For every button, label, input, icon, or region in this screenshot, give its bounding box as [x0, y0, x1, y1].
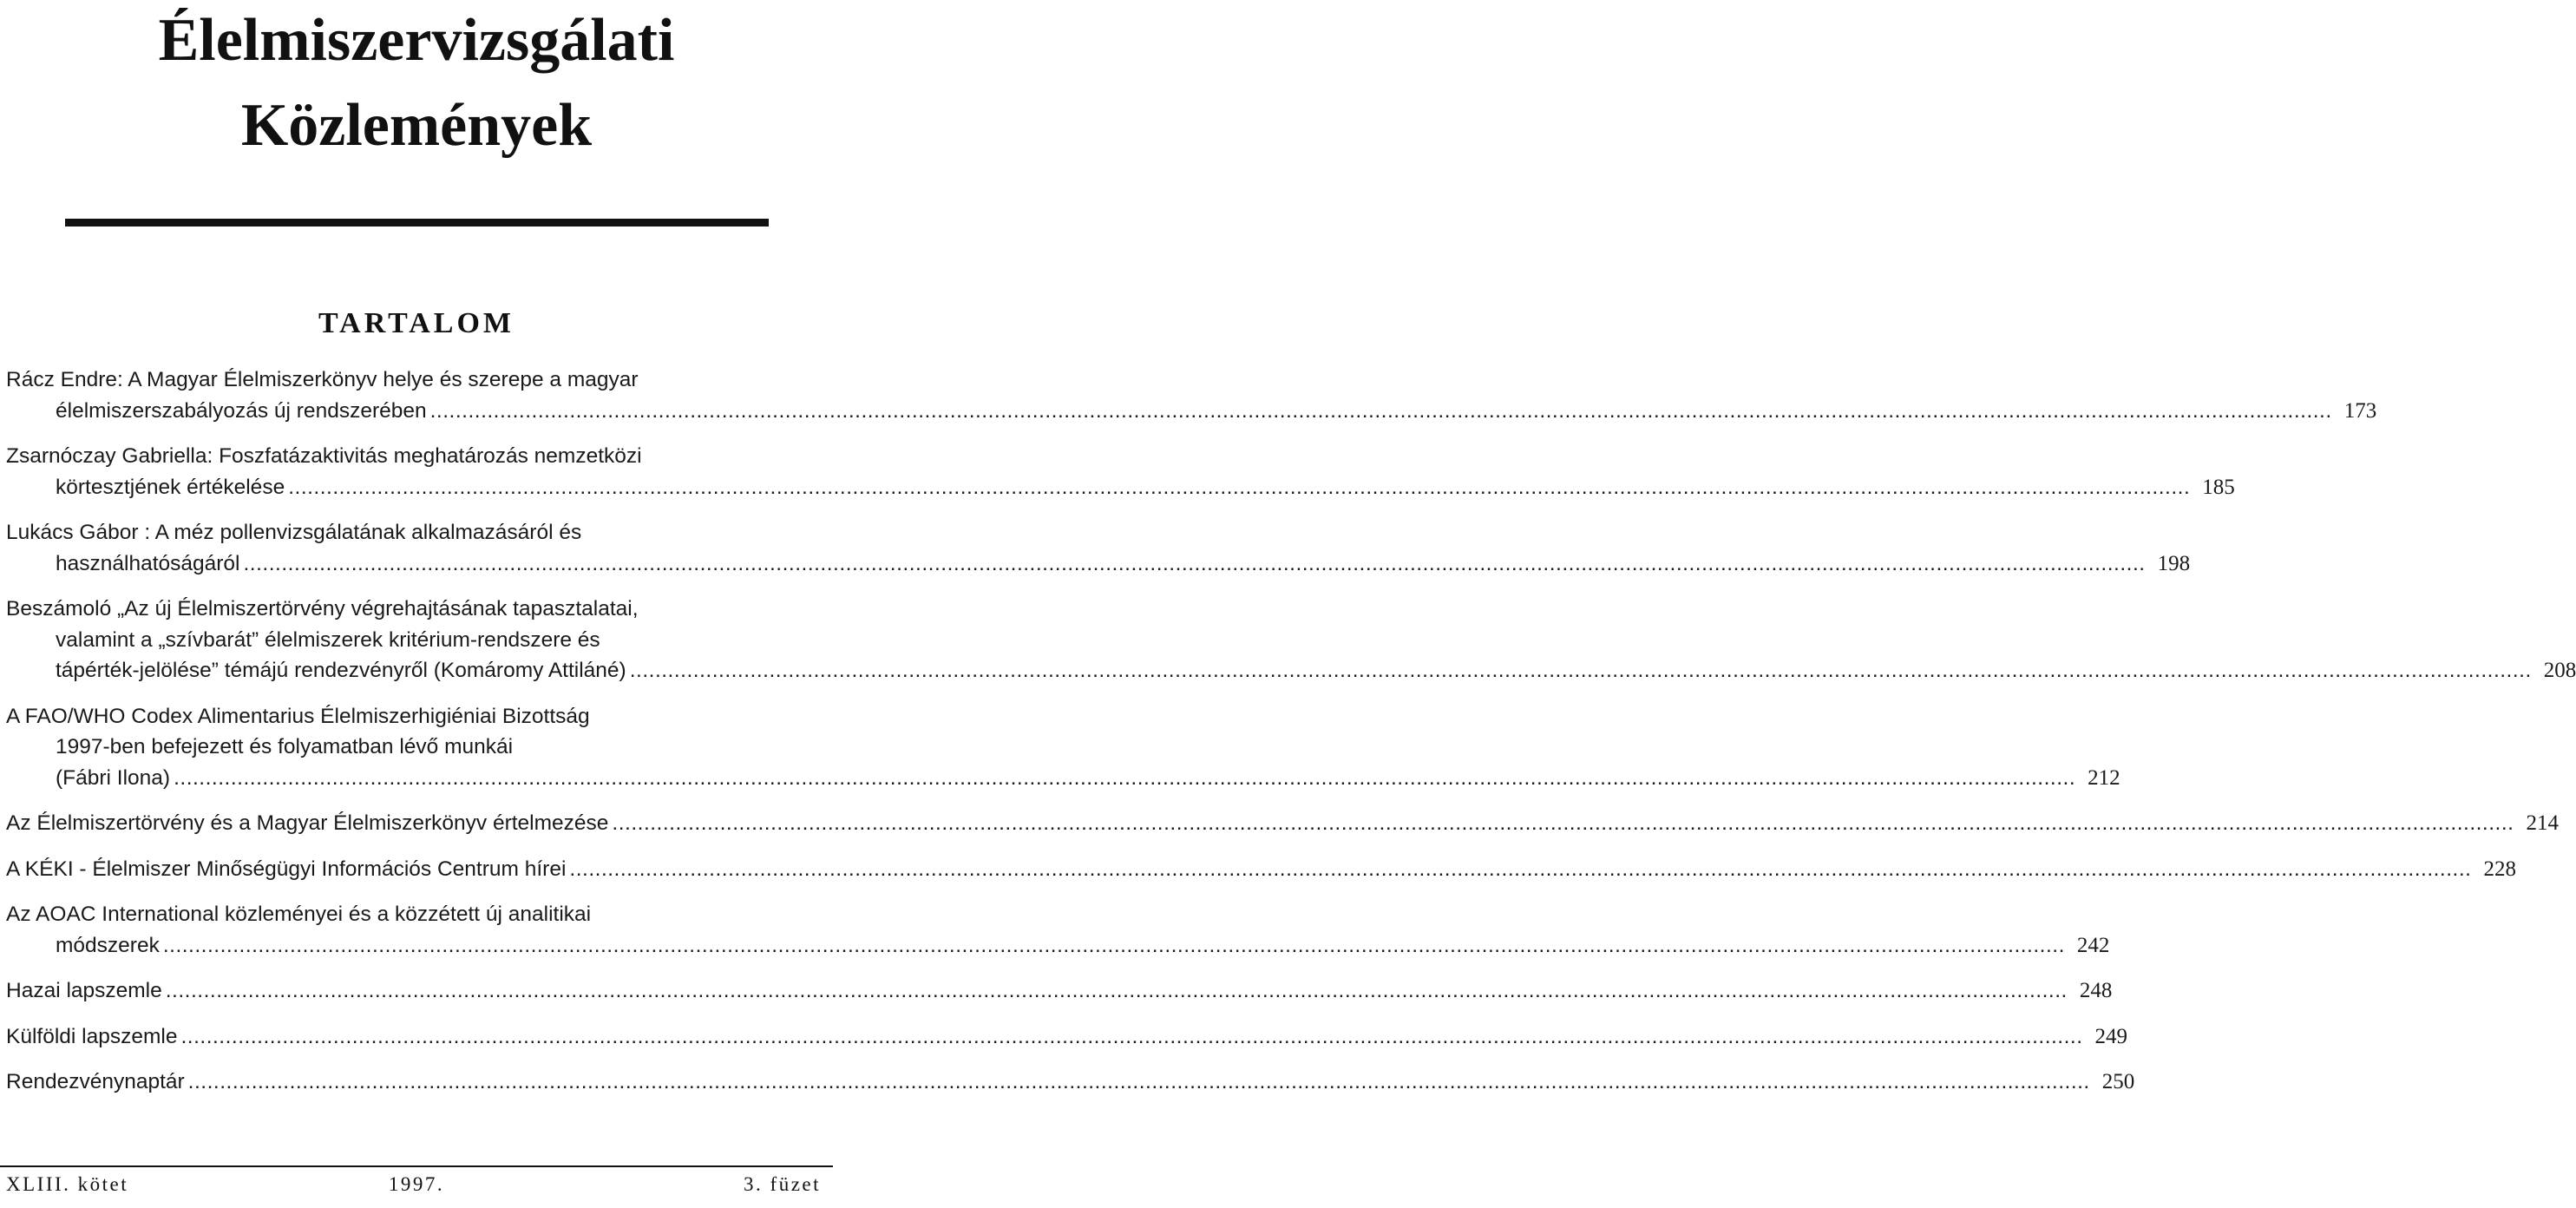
toc-entry — [6, 364, 2377, 426]
title-divider — [65, 219, 769, 226]
toc-page-number: 249 — [2094, 1024, 2128, 1048]
toc-entry-text: Zsarnóczay Gabriella: Foszfatázaktivitás meghatározás nemzetközi — [6, 444, 642, 468]
toc-page-number: 208 — [2543, 659, 2576, 682]
toc-entry-last-line — [6, 396, 2377, 427]
footer-issue: 3. füzet — [744, 1173, 821, 1195]
dot-leader: ............................................................................................................................................................................................................................................................................................................ — [629, 659, 2532, 682]
toc-page-number: 198 — [2157, 551, 2191, 575]
toc-page-number: 212 — [2088, 765, 2120, 790]
dot-leader: ............................................................................................................................................................................................................................................................................................................ — [288, 475, 2191, 499]
dot-leader: ............................................................................................................................................................................................................................................................................................................ — [187, 1070, 2090, 1093]
toc-entry-text: Rácz Endre: A Magyar Élelmiszerkönyv helye és szerepe a magyar — [6, 368, 639, 391]
footer-volume: XLIII. kötet — [6, 1173, 129, 1195]
toc-entry-text: A FAO/WHO Codex Alimentarius Élelmiszerhigiéniai Bizottság — [6, 704, 590, 728]
toc-entry-text: körtesztjének értékelése — [56, 475, 285, 499]
toc-entry — [6, 899, 2110, 961]
toc-entry-text: A KÉKI - Élelmiszer Minőségügyi Információs Centrum hírei — [6, 857, 567, 881]
toc-page-number: 185 — [2202, 475, 2235, 499]
toc-entry-text: Az AOAC International közleményei és a közzétett új analitikai — [6, 903, 592, 926]
toc-entry — [6, 701, 2120, 794]
footer — [0, 1173, 833, 1203]
footer-year: 1997. — [388, 1173, 445, 1195]
toc-entry-text: tápérték-jelölése” témájú rendezvényről (Komáromy Attiláné) — [56, 659, 626, 682]
toc-page-number: 214 — [2526, 811, 2559, 835]
dot-leader: ............................................................................................................................................................................................................................................................................................................ — [180, 1024, 2083, 1048]
toc-entry — [6, 441, 2235, 502]
journal-title-line1: Élelmiszervizsgálati — [158, 7, 675, 74]
dot-leader: ............................................................................................................................................................................................................................................................................................................ — [243, 551, 2146, 575]
toc-entry-text: használhatóságáról — [56, 551, 240, 575]
footer-divider — [0, 1165, 833, 1167]
toc-entry-text: Külföldi lapszemle — [6, 1024, 178, 1048]
toc-page-number: 242 — [2076, 933, 2110, 957]
dot-leader: ............................................................................................................................................................................................................................................................................................................ — [612, 811, 2514, 835]
toc-entry-text: Hazai lapszemle — [6, 979, 162, 1002]
toc-entry-text: Lukács Gábor : A méz pollenvizsgálatának alkalmazásáról és — [6, 521, 582, 544]
toc-entry-last-line — [6, 763, 2120, 794]
journal-title-line2: Közlemények — [240, 92, 593, 159]
toc-entry-text: Az Élelmiszertörvény és a Magyar Élelmiszerkönyv értelmezése — [6, 811, 609, 835]
dot-leader: ............................................................................................................................................................................................................................................................................................................ — [165, 979, 2068, 1002]
toc-entry-text: Beszámoló „Az új Élelmiszertörvény végrehajtásának tapasztalatai, — [6, 597, 639, 620]
toc-entry-text: valamint a „szívbarát” élelmiszerek kritérium-rendszere és — [56, 627, 600, 652]
toc-entry-last-line — [6, 472, 2235, 503]
dot-leader: ............................................................................................................................................................................................................................................................................................................ — [162, 933, 2065, 957]
contents-heading: TARTALOM — [318, 307, 515, 339]
toc-page-number: 250 — [2101, 1070, 2135, 1093]
toc-entry-last-line — [6, 808, 2559, 839]
toc-entry-last-line — [6, 930, 2110, 962]
toc-entry-text: 1997-ben befejezett és folyamatban lévő munkái — [56, 735, 514, 758]
toc-entry — [6, 808, 2559, 839]
dot-leader: ............................................................................................................................................................................................................................................................................................................ — [429, 398, 2332, 423]
toc-entry-last-line — [6, 548, 2191, 580]
toc-page-number: 248 — [2079, 979, 2113, 1002]
table-of-contents — [6, 364, 2576, 1113]
toc-entry-last-line — [6, 1067, 2135, 1098]
toc-entry — [6, 517, 2191, 579]
toc-page-number: 228 — [2483, 857, 2516, 881]
toc-entry-text: módszerek — [56, 933, 160, 957]
toc-entry-text: (Fábri Ilona) — [56, 765, 171, 790]
toc-entry-last-line — [6, 854, 2516, 885]
toc-entry — [6, 854, 2516, 885]
toc-page-number: 173 — [2343, 398, 2377, 423]
toc-entry-text: élelmiszerszabályozás új rendszerében — [56, 398, 427, 423]
toc-entry-last-line — [6, 655, 2576, 686]
toc-entry — [6, 975, 2113, 1007]
dot-leader: ............................................................................................................................................................................................................................................................................................................ — [174, 765, 2076, 790]
dot-leader: ............................................................................................................................................................................................................................................................................................................ — [569, 857, 2472, 881]
toc-entry — [6, 1067, 2135, 1098]
toc-entry-last-line — [6, 975, 2113, 1007]
toc-entry-text: Rendezvénynaptár — [6, 1070, 185, 1093]
toc-entry — [6, 1021, 2128, 1053]
toc-entry-last-line — [6, 1021, 2128, 1053]
toc-entry — [6, 594, 2576, 686]
